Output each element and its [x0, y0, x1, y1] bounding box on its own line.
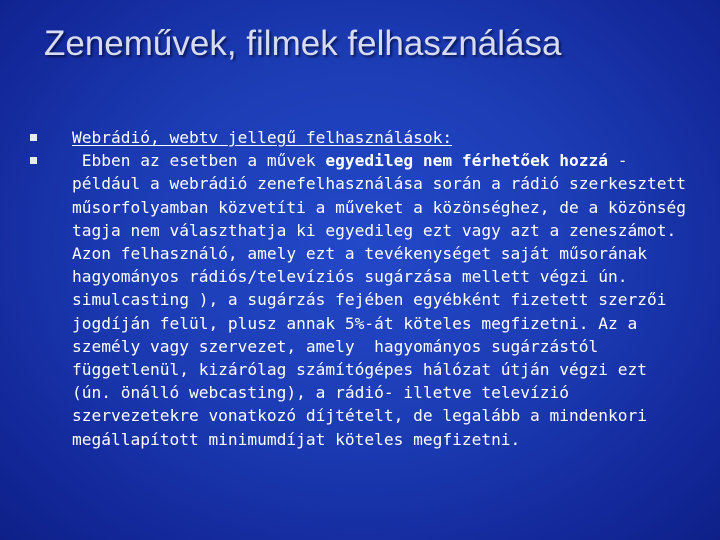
bullet-text-rest: - például a webrádió zenefelhasználása során a rádió szerkesztett műsorfolyamban közvetíti a műveket a közönséghez, de a közönség tagja nem választhatja ki egyedileg ezt vagy azt a zeneszámot. Azon felhasználó, amely ezt a tevékenységet saját műsorának hagyományos rádiós/televíziós sugárzása mellett végzi ún. simulcasting ), a sugárzás fejében egyébként fizetett szerzői jogdíján felül, plusz annak 5%-át köteles megfizetni. Az a személy vagy szervezet, amely hagyományos sugárzástól függetlenül, kizárólag számítógépes hálózat útján végzi ezt (ún. önálló webcasting), a rádió- illetve televízió szervezetekre vonatkozó díjtételt, de legalább a mindenkori megállapított minimumdíjat köteles megfizetni. — [72, 151, 696, 449]
bullet-item-webradio-heading — [28, 126, 692, 149]
slide-title: Zeneművek, filmek felhasználása — [44, 24, 562, 63]
bullet-item-explanation — [28, 149, 696, 451]
square-bullet-icon — [30, 134, 37, 141]
bullet-text — [72, 151, 696, 448]
bullet-text: Webrádió, webtv jellegű felhasználások: — [72, 128, 453, 147]
bullet-text-lead: Ebben az esetben a művek — [72, 151, 326, 171]
bullet-text-bold: egyedileg nem férhetőek hozzá — [325, 151, 609, 171]
square-bullet-icon — [30, 157, 37, 164]
bullet-list — [28, 126, 696, 451]
